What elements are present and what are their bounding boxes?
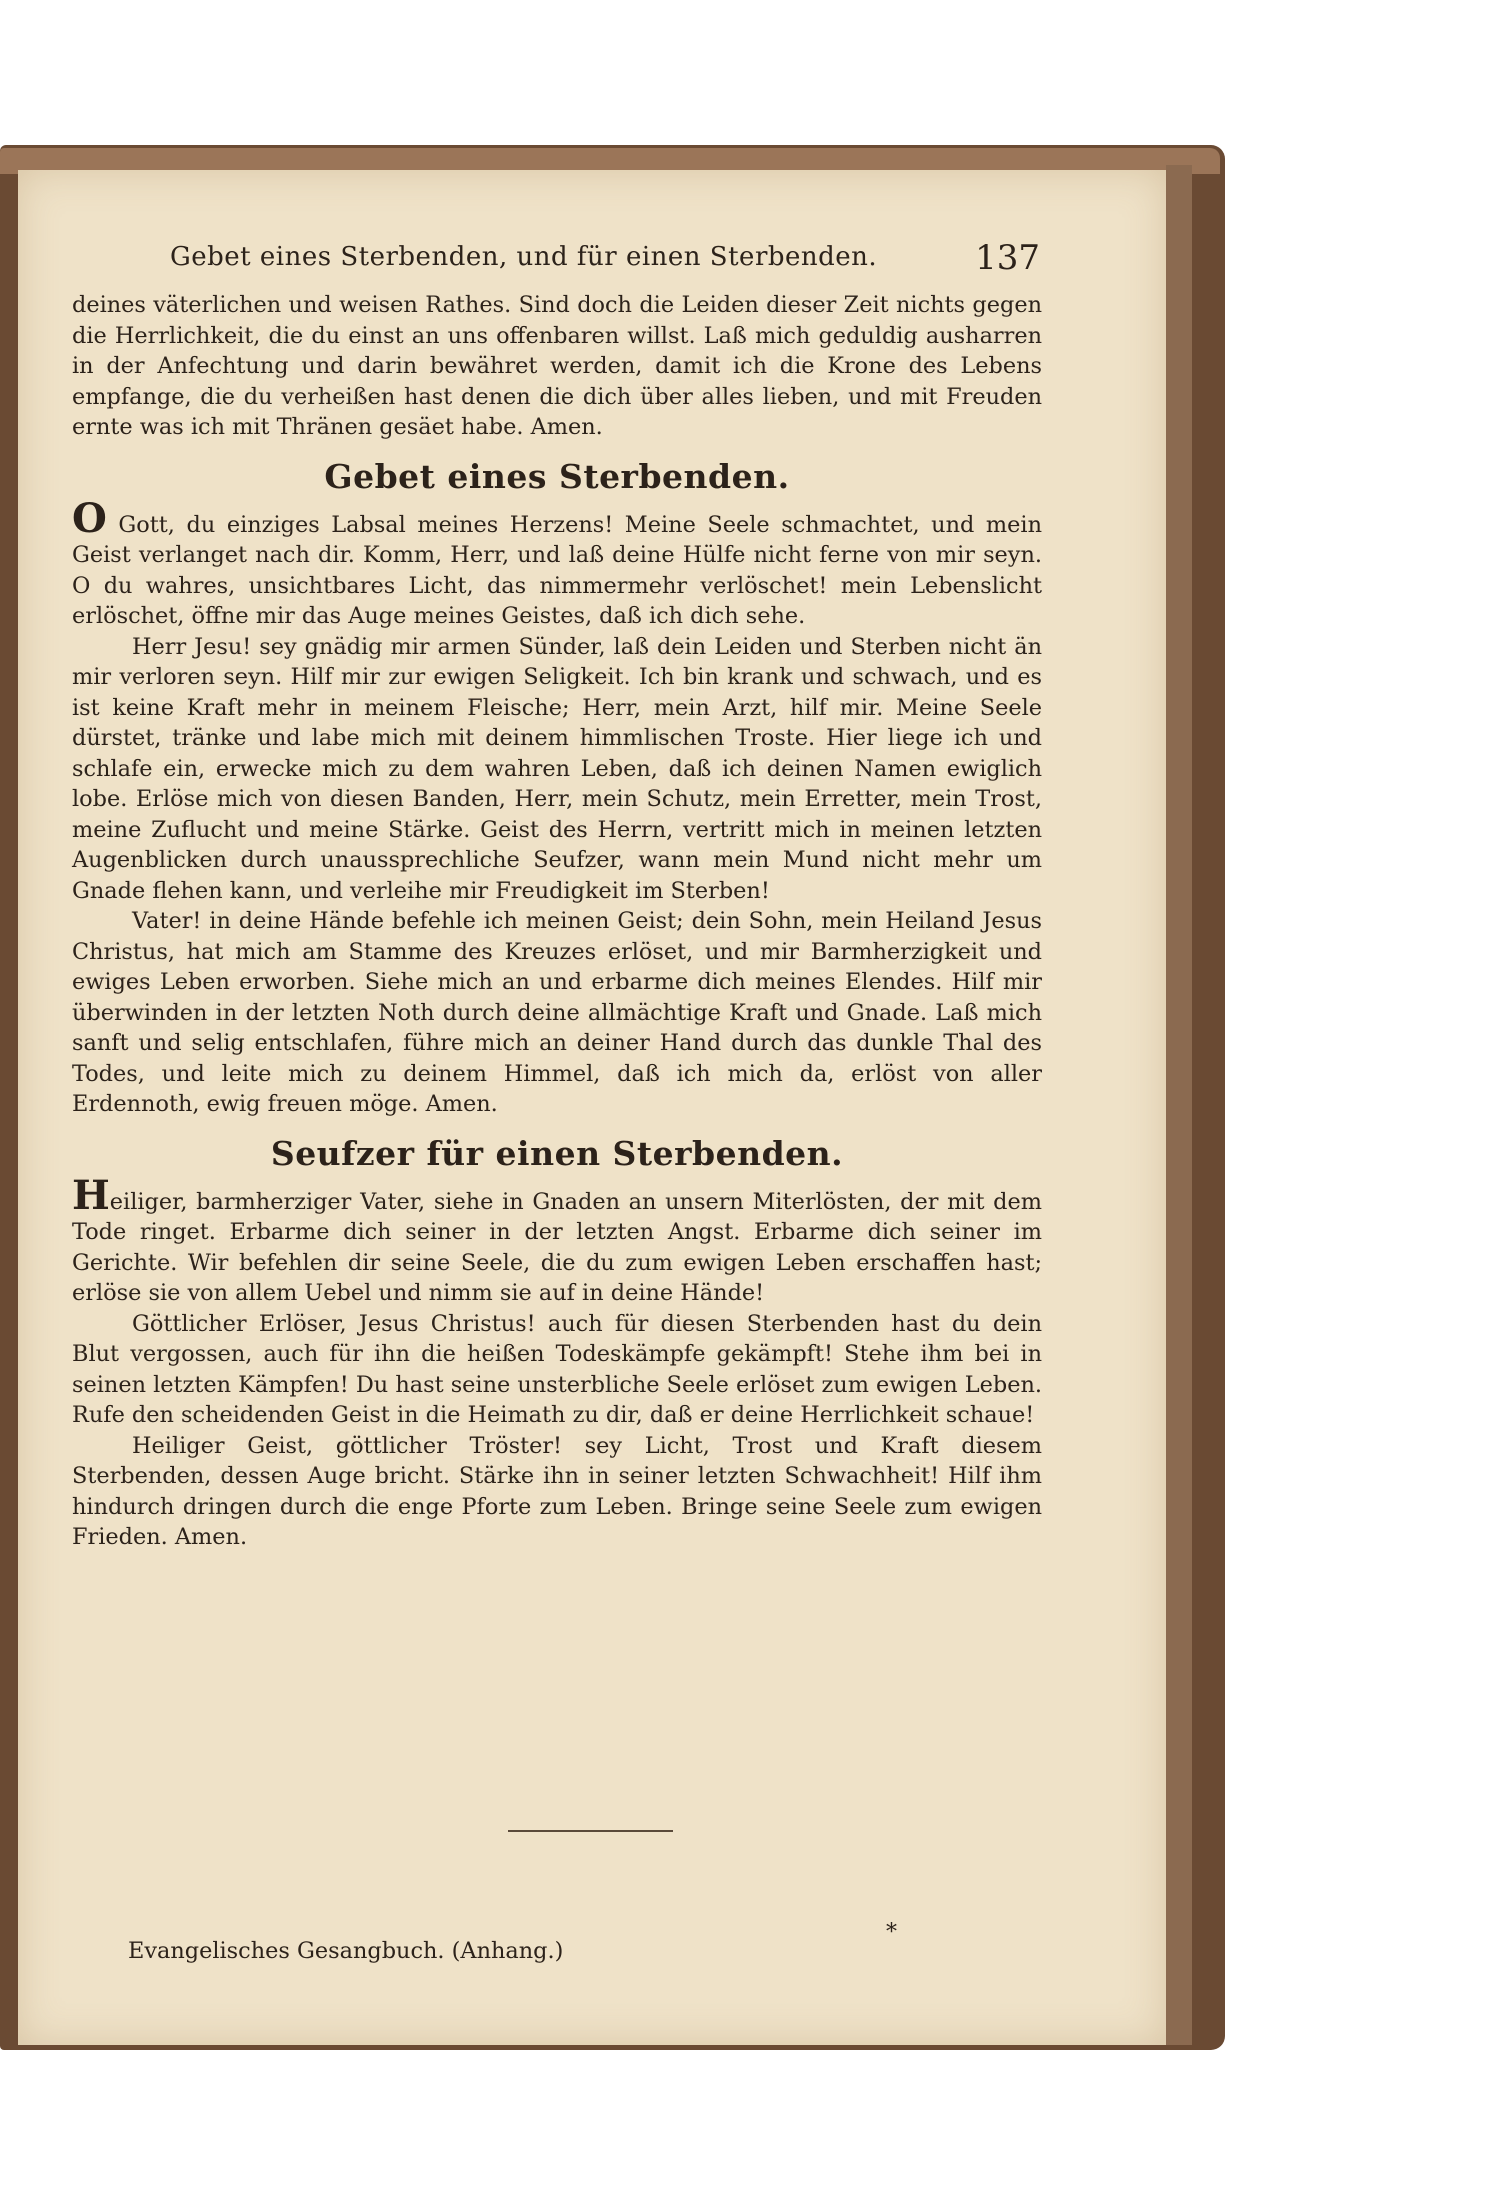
drop-initial: H (72, 1171, 110, 1219)
section-heading-sigh: Seufzer für einen Sterbenden. (270, 1133, 844, 1173)
prayer-paragraph-2: Herr Jesu! sey gnädig mir armen Sünder, laß dein Leiden und Sterben nicht än mir verloren seyn. Hilf mir zur ewigen Seligkeit. Ich bin krank und schwach, und es ist keine Kraft mehr in meinem Fleische; Herr, mein Arzt, hilf mir. Meine Seele dürstet, tränke und labe mich mit deinem himmlischen Troste. Hier liege ich und schlafe ein, erwecke mich zu dem wahren Leben, daß ich deinen Namen ewiglich lobe. Erlöse mich von diesen Banden, Herr, mein Schutz, mein Erretter, mein Trost, meine Zuflucht und meine Stärke. Geist des Herrn, vertritt mich in meinen letzten Augenblicken durch unaussprechliche Seufzer, wann mein Mund nicht mehr um Gnade flehen kann, und verleihe mir Freudigkeit im Sterben! (72, 633, 1042, 904)
drop-initial: O (72, 494, 107, 542)
sigh-paragraph-1-text: eiliger, barmherziger Vater, siehe in Gnaden an unsern Miterlösten, der mit dem Tode ringet. Erbarme dich seiner in der letzten Angst. Erbarme dich seiner im Gerichte. Wir befehlen dir seine Seele, die du zum ewigen Leben erschaffen hast; erlöse sie von allem Uebel und nimm sie auf in deine Hände! (72, 1188, 1042, 1306)
page-number: 137 (975, 238, 1040, 278)
sigh-paragraph-1 (72, 1171, 1042, 1309)
prayer-paragraph-1 (72, 494, 1042, 632)
intro-paragraph: deines väterlichen und weisen Rathes. Sind doch die Leiden dieser Zeit nichts gegen die Herrlichkeit, die du einst an uns offenbaren willst. Laß mich geduldig ausharren in der Anfechtung und darin bewähret werden, damit ich die Krone des Lebens empfange, die du verheißen hast denen die dich über alles lieben, und mit Freuden ernte was ich mit Thränen gesäet habe. Amen. (72, 292, 1042, 440)
signature-mark: * (886, 1920, 897, 1945)
running-title: Gebet eines Sterbenden, und für einen Sterbenden. (170, 242, 878, 272)
page-header (170, 238, 1040, 278)
sigh-paragraph-3: Heiliger Geist, göttlicher Tröster! sey Licht, Trost und Kraft diesem Sterbenden, dessen Auge bricht. Stärke ihn in seiner letzten Schwachheit! Hilf ihm hindurch dringen durch die enge Pforte zum Leben. Bringe seine Seele zum ewigen Frieden. Amen. (72, 1432, 1042, 1550)
prayer-paragraph-1-text: Gott, du einziges Labsal meines Herzens! Meine Seele schmachtet, und mein Geist verlanget nach dir. Komm, Herr, und laß deine Hülfe nicht ferne von mir seyn. O du wahres, unsichtbares Licht, das nimmermehr verlöschet! mein Lebenslicht erlöschet, öffne mir das Auge meines Geistes, daß ich dich sehe. (72, 511, 1042, 629)
prayer-paragraph-3: Vater! in deine Hände befehle ich meinen Geist; dein Sohn, mein Heiland Jesus Christus, hat mich am Stamme des Kreuzes erlöset, und mir Barmherzigkeit und ewiges Leben erworben. Siehe mich an und erbarme dich meines Elendes. Hilf mir überwinden in der letzten Noth durch deine allmächtige Kraft und Gnade. Laß mich sanft und selig entschlafen, führe mich an deiner Hand durch das dunkle Thal des Todes, und leite mich zu deinem Himmel, daß ich mich da, erlöst von aller Erdennoth, ewig freuen möge. Amen. (72, 908, 1042, 1117)
page-right-edge (1166, 165, 1192, 2045)
page-body (72, 290, 1042, 1553)
section-heading-prayer: Gebet eines Sterbenden. (324, 456, 790, 496)
sigh-paragraph-2: Göttlicher Erlöser, Jesus Christus! auch für diesen Sterbenden hast du dein Blut vergossen, auch für ihn die heißen Todeskämpfe gekämpft! Stehe ihm bei in seinen letzten Kämpfen! Du hast seine unsterbliche Seele erlöset zum ewigen Leben. Rufe den scheidenden Geist in die Heimath zu dir, daß er deine Herrlichkeit schaue! (72, 1310, 1042, 1428)
footer-divider (508, 1830, 673, 1832)
footer-signature: Evangelisches Gesangbuch. (Anhang.) (128, 1938, 564, 1964)
